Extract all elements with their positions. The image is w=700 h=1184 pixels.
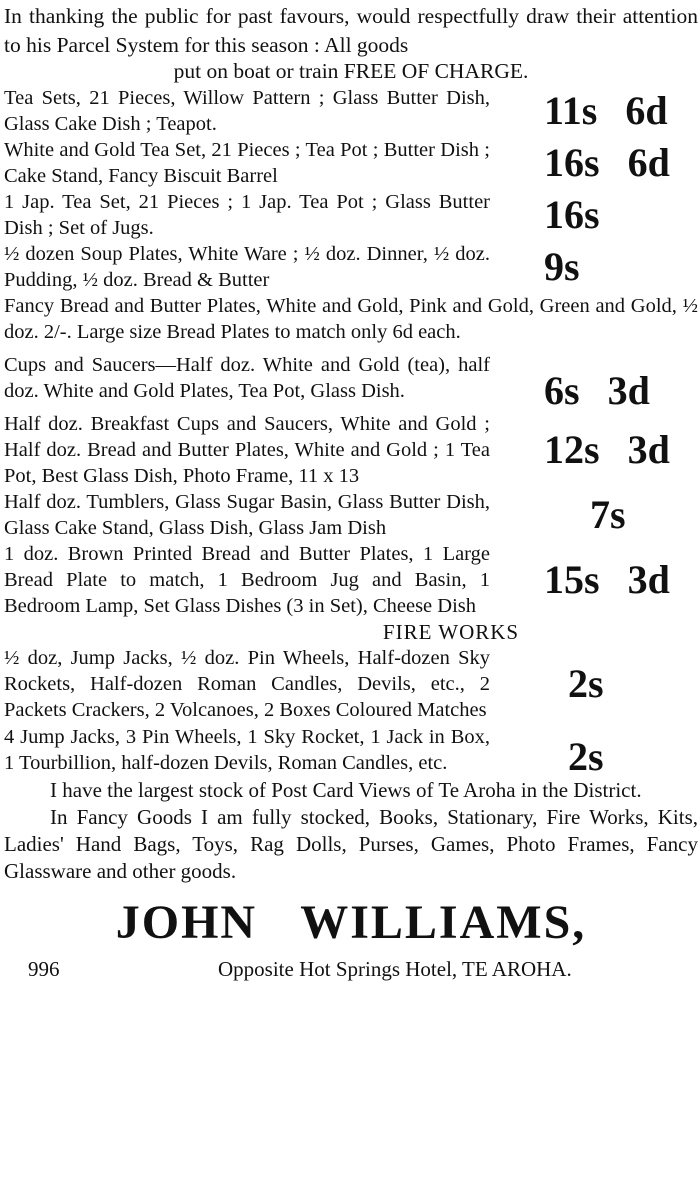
list-item — [4, 723, 698, 777]
postcards-paragraph: I have the largest stock of Post Card Views of Te Aroha in the District. — [50, 778, 642, 802]
address: Opposite Hot Springs Hotel, TE AROHA. — [218, 957, 572, 981]
fireworks-heading: FIRE WORKS — [382, 620, 520, 644]
item-price: 16s 6d — [544, 140, 670, 185]
item-price: 9s — [544, 244, 580, 289]
list-item — [4, 241, 698, 293]
item-price: 6s 3d — [544, 368, 650, 413]
intro-free-charge: put on boat or train FREE OF CHARGE. — [173, 59, 529, 83]
item-description: ½ doz, Jump Jacks, ½ doz. Pin Wheels, Half-dozen Sky Rockets, Half-dozen Roman Candles, Devils, etc., 2 Packets Crackers, 2 Volcanoes, 2 Boxes Coloured Matches — [4, 647, 490, 721]
merchant-signature: JOHN WILLIAMS, — [115, 896, 587, 949]
footer — [4, 955, 698, 983]
item-description: Tea Sets, 21 Pieces, Willow Pattern ; Glass Butter Dish, Glass Cake Dish ; Teapot. — [4, 87, 490, 135]
list-item — [4, 411, 698, 489]
list-item — [4, 645, 698, 723]
list-item — [4, 541, 698, 619]
item-price: 12s 3d — [544, 427, 670, 472]
item-description: Half doz. Breakfast Cups and Saucers, White and Gold ; Half doz. Bread and Butter Plates, White and Gold ; 1 Tea Pot, Best Glass Dish, Photo Frame, 11 x 13 — [4, 413, 490, 487]
fancy-goods-paragraph: In Fancy Goods I am fully stocked, Books, Stationary, Fire Works, Kits, Ladies' Hand Bags, Toys, Rag Dolls, Purses, Games, Photo Frames, Fancy Glassware and other goods. — [4, 805, 698, 883]
list-item — [4, 137, 698, 189]
item-price: 16s — [544, 192, 600, 237]
intro-text: In thanking the public for past favours, would respectfully draw their attention to his Parcel System for this season : All goods — [4, 4, 698, 57]
item-description: Half doz. Tumblers, Glass Sugar Basin, Glass Butter Dish, Glass Cake Stand, Glass Dish, Glass Jam Dish — [4, 491, 490, 539]
list-item — [4, 489, 698, 541]
list-item — [4, 85, 698, 137]
item-description: ½ dozen Soup Plates, White Ware ; ½ doz. Dinner, ½ doz. Pudding, ½ doz. Bread & Butter — [4, 243, 490, 291]
item-description: White and Gold Tea Set, 21 Pieces ; Tea Pot ; Butter Dish ; Cake Stand, Fancy Biscuit Barrel — [4, 139, 490, 187]
item-description: 4 Jump Jacks, 3 Pin Wheels, 1 Sky Rocket, 1 Jack in Box, 1 Tourbillion, half-dozen Devils, Roman Candles, etc. — [4, 726, 490, 774]
item-description: 1 doz. Brown Printed Bread and Butter Plates, 1 Large Bread Plate to match, 1 Bedroom Jug and Basin, 1 Bedroom Lamp, Set Glass Dishes (3 in Set), Cheese Dish — [4, 543, 490, 617]
list-item — [4, 345, 698, 411]
item-description: Cups and Saucers—Half doz. White and Gold (tea), half doz. White and Gold Plates, Tea Pot, Glass Dish. — [4, 354, 490, 402]
list-item — [4, 189, 698, 241]
item-description: 1 Jap. Tea Set, 21 Pieces ; 1 Jap. Tea Pot ; Glass Butter Dish ; Set of Jugs. — [4, 191, 490, 239]
item-price: 2s — [568, 661, 604, 706]
item-price: 2s — [568, 734, 604, 779]
fancy-plates-text: Fancy Bread and Butter Plates, White and Gold, Pink and Gold, Green and Gold, ½ doz. 2/-. Large size Bread Plates to match only 6d each. — [4, 295, 698, 343]
item-price: 15s 3d — [544, 557, 670, 602]
item-price: 7s — [590, 492, 626, 537]
item-price: 11s 6d — [544, 88, 668, 133]
ad-number: 996 — [28, 957, 60, 981]
